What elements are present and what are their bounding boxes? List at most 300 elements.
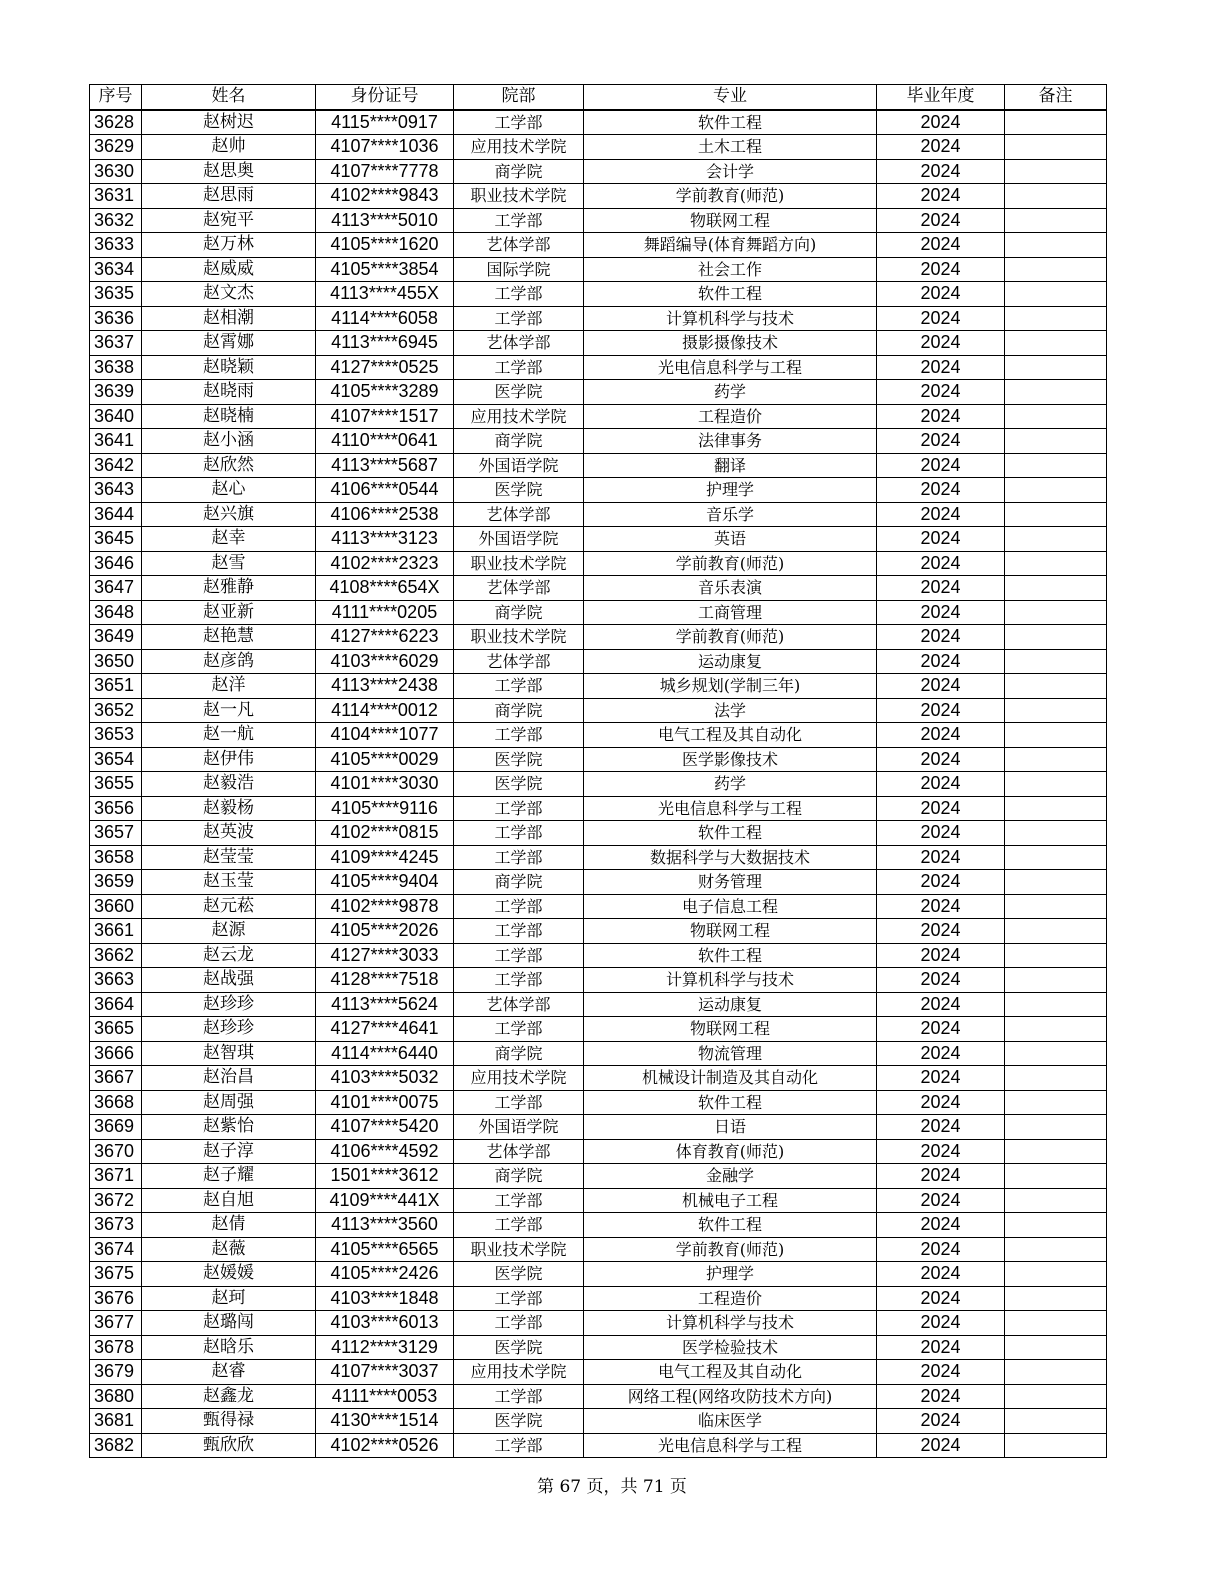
cell-id-number: 4105****9404 (316, 870, 454, 895)
table-row (90, 527, 1107, 552)
table-row (90, 1384, 1107, 1409)
cell-name: 赵云龙 (142, 943, 316, 968)
cell-remarks (1005, 649, 1107, 674)
cell-seq: 3632 (90, 208, 142, 233)
cell-graduation-year: 2024 (877, 698, 1005, 723)
cell-major: 电子信息工程 (584, 894, 877, 919)
cell-major: 临床医学 (584, 1409, 877, 1434)
cell-graduation-year: 2024 (877, 502, 1005, 527)
table-row (90, 1041, 1107, 1066)
cell-name: 赵莹莹 (142, 845, 316, 870)
cell-id-number: 4115****0917 (316, 110, 454, 135)
cell-department: 医学院 (454, 747, 584, 772)
cell-remarks (1005, 968, 1107, 993)
cell-id-number: 4107****1036 (316, 135, 454, 160)
cell-department: 应用技术学院 (454, 135, 584, 160)
cell-id-number: 4111****0205 (316, 600, 454, 625)
cell-major: 舞蹈编导(体育舞蹈方向) (584, 233, 877, 258)
cell-seq: 3681 (90, 1409, 142, 1434)
cell-remarks (1005, 576, 1107, 601)
cell-graduation-year: 2024 (877, 821, 1005, 846)
cell-seq: 3644 (90, 502, 142, 527)
table-row (90, 1433, 1107, 1458)
cell-graduation-year: 2024 (877, 1017, 1005, 1042)
table-row (90, 355, 1107, 380)
cell-remarks (1005, 943, 1107, 968)
cell-remarks (1005, 1041, 1107, 1066)
cell-graduation-year: 2024 (877, 845, 1005, 870)
cell-department: 工学部 (454, 943, 584, 968)
cell-name: 赵心 (142, 478, 316, 503)
cell-name: 赵艳慧 (142, 625, 316, 650)
cell-name: 赵智琪 (142, 1041, 316, 1066)
cell-department: 商学院 (454, 1041, 584, 1066)
table-row (90, 1115, 1107, 1140)
cell-department: 医学院 (454, 380, 584, 405)
cell-department: 应用技术学院 (454, 404, 584, 429)
table-row (90, 894, 1107, 919)
cell-seq: 3654 (90, 747, 142, 772)
cell-remarks (1005, 992, 1107, 1017)
cell-graduation-year: 2024 (877, 355, 1005, 380)
cell-department: 工学部 (454, 208, 584, 233)
cell-remarks (1005, 110, 1107, 135)
cell-id-number: 4102****0815 (316, 821, 454, 846)
cell-department: 医学院 (454, 1262, 584, 1287)
cell-name: 赵毅杨 (142, 796, 316, 821)
cell-seq: 3631 (90, 184, 142, 209)
table-row (90, 600, 1107, 625)
cell-department: 商学院 (454, 870, 584, 895)
cell-name: 赵威威 (142, 257, 316, 282)
cell-id-number: 4102****0526 (316, 1433, 454, 1458)
cell-name: 赵子耀 (142, 1164, 316, 1189)
cell-graduation-year: 2024 (877, 1164, 1005, 1189)
cell-remarks (1005, 674, 1107, 699)
cell-seq: 3655 (90, 772, 142, 797)
cell-seq: 3633 (90, 233, 142, 258)
cell-major: 电气工程及其自动化 (584, 1360, 877, 1385)
cell-department: 职业技术学院 (454, 625, 584, 650)
cell-seq: 3678 (90, 1335, 142, 1360)
cell-seq: 3665 (90, 1017, 142, 1042)
cell-major: 城乡规划(学制三年) (584, 674, 877, 699)
header-remarks: 备注 (1005, 85, 1107, 110)
cell-seq: 3652 (90, 698, 142, 723)
table-row (90, 404, 1107, 429)
cell-department: 应用技术学院 (454, 1360, 584, 1385)
table-row (90, 380, 1107, 405)
table-row (90, 502, 1107, 527)
cell-id-number: 4107****1517 (316, 404, 454, 429)
table-row (90, 576, 1107, 601)
table-row (90, 159, 1107, 184)
cell-name: 赵晗乐 (142, 1335, 316, 1360)
cell-seq: 3634 (90, 257, 142, 282)
header-name: 姓名 (142, 85, 316, 110)
cell-seq: 3645 (90, 527, 142, 552)
table-row (90, 135, 1107, 160)
cell-graduation-year: 2024 (877, 1433, 1005, 1458)
cell-graduation-year: 2024 (877, 208, 1005, 233)
cell-major: 工商管理 (584, 600, 877, 625)
table-row (90, 1409, 1107, 1434)
cell-remarks (1005, 1286, 1107, 1311)
cell-graduation-year: 2024 (877, 625, 1005, 650)
cell-graduation-year: 2024 (877, 796, 1005, 821)
table-row (90, 845, 1107, 870)
cell-seq: 3640 (90, 404, 142, 429)
cell-id-number: 4103****6029 (316, 649, 454, 674)
cell-seq: 3667 (90, 1066, 142, 1091)
cell-major: 音乐学 (584, 502, 877, 527)
cell-id-number: 4103****1848 (316, 1286, 454, 1311)
cell-graduation-year: 2024 (877, 478, 1005, 503)
cell-name: 赵雅静 (142, 576, 316, 601)
cell-graduation-year: 2024 (877, 600, 1005, 625)
cell-remarks (1005, 1360, 1107, 1385)
cell-graduation-year: 2024 (877, 551, 1005, 576)
cell-graduation-year: 2024 (877, 1262, 1005, 1287)
table-row (90, 1360, 1107, 1385)
cell-seq: 3674 (90, 1237, 142, 1262)
cell-graduation-year: 2024 (877, 1041, 1005, 1066)
cell-remarks (1005, 1164, 1107, 1189)
table-row (90, 821, 1107, 846)
cell-id-number: 4105****3854 (316, 257, 454, 282)
cell-remarks (1005, 1066, 1107, 1091)
cell-remarks (1005, 1139, 1107, 1164)
cell-major: 机械设计制造及其自动化 (584, 1066, 877, 1091)
cell-remarks (1005, 1090, 1107, 1115)
table-row (90, 772, 1107, 797)
cell-id-number: 4105****9116 (316, 796, 454, 821)
cell-major: 体育教育(师范) (584, 1139, 877, 1164)
cell-seq: 3682 (90, 1433, 142, 1458)
table-row (90, 331, 1107, 356)
cell-department: 工学部 (454, 1311, 584, 1336)
cell-major: 物联网工程 (584, 208, 877, 233)
cell-seq: 3629 (90, 135, 142, 160)
table-row (90, 282, 1107, 307)
table-row (90, 968, 1107, 993)
cell-department: 工学部 (454, 1213, 584, 1238)
cell-remarks (1005, 600, 1107, 625)
cell-name: 赵亚新 (142, 600, 316, 625)
table-row (90, 992, 1107, 1017)
cell-seq: 3638 (90, 355, 142, 380)
cell-seq: 3630 (90, 159, 142, 184)
cell-id-number: 4113****3560 (316, 1213, 454, 1238)
cell-name: 赵珂 (142, 1286, 316, 1311)
cell-seq: 3680 (90, 1384, 142, 1409)
table-row (90, 208, 1107, 233)
cell-major: 医学影像技术 (584, 747, 877, 772)
cell-name: 赵璐闯 (142, 1311, 316, 1336)
cell-id-number: 4104****1077 (316, 723, 454, 748)
cell-major: 会计学 (584, 159, 877, 184)
cell-name: 赵文杰 (142, 282, 316, 307)
cell-department: 工学部 (454, 282, 584, 307)
cell-major: 学前教育(师范) (584, 184, 877, 209)
cell-name: 赵珍珍 (142, 992, 316, 1017)
cell-remarks (1005, 208, 1107, 233)
cell-department: 艺体学部 (454, 233, 584, 258)
cell-department: 艺体学部 (454, 992, 584, 1017)
cell-seq: 3648 (90, 600, 142, 625)
header-id-number: 身份证号 (316, 85, 454, 110)
cell-graduation-year: 2024 (877, 1090, 1005, 1115)
cell-remarks (1005, 478, 1107, 503)
cell-department: 商学院 (454, 698, 584, 723)
cell-major: 药学 (584, 380, 877, 405)
cell-major: 计算机科学与技术 (584, 968, 877, 993)
cell-name: 赵治昌 (142, 1066, 316, 1091)
cell-department: 商学院 (454, 429, 584, 454)
cell-id-number: 4112****3129 (316, 1335, 454, 1360)
cell-remarks (1005, 1017, 1107, 1042)
table-row (90, 625, 1107, 650)
cell-name: 赵思奥 (142, 159, 316, 184)
cell-name: 赵周强 (142, 1090, 316, 1115)
table-row (90, 723, 1107, 748)
cell-graduation-year: 2024 (877, 1139, 1005, 1164)
cell-remarks (1005, 1237, 1107, 1262)
cell-name: 赵思雨 (142, 184, 316, 209)
cell-name: 赵源 (142, 919, 316, 944)
cell-graduation-year: 2024 (877, 257, 1005, 282)
cell-major: 土木工程 (584, 135, 877, 160)
cell-major: 法学 (584, 698, 877, 723)
cell-major: 物联网工程 (584, 1017, 877, 1042)
table-row (90, 943, 1107, 968)
cell-major: 英语 (584, 527, 877, 552)
cell-department: 国际学院 (454, 257, 584, 282)
cell-graduation-year: 2024 (877, 527, 1005, 552)
cell-major: 工程造价 (584, 1286, 877, 1311)
cell-seq: 3671 (90, 1164, 142, 1189)
cell-graduation-year: 2024 (877, 429, 1005, 454)
table-row (90, 674, 1107, 699)
cell-major: 软件工程 (584, 821, 877, 846)
cell-name: 赵珍珍 (142, 1017, 316, 1042)
cell-remarks (1005, 380, 1107, 405)
cell-graduation-year: 2024 (877, 943, 1005, 968)
cell-major: 电气工程及其自动化 (584, 723, 877, 748)
cell-id-number: 4130****1514 (316, 1409, 454, 1434)
cell-department: 艺体学部 (454, 649, 584, 674)
cell-name: 赵薇 (142, 1237, 316, 1262)
cell-name: 赵战强 (142, 968, 316, 993)
cell-major: 运动康复 (584, 992, 877, 1017)
cell-graduation-year: 2024 (877, 1286, 1005, 1311)
cell-seq: 3657 (90, 821, 142, 846)
cell-name: 甄得禄 (142, 1409, 316, 1434)
cell-remarks (1005, 894, 1107, 919)
cell-id-number: 4114****6440 (316, 1041, 454, 1066)
cell-department: 工学部 (454, 674, 584, 699)
cell-seq: 3659 (90, 870, 142, 895)
header-row (90, 85, 1107, 110)
table-row (90, 233, 1107, 258)
cell-department: 工学部 (454, 919, 584, 944)
cell-remarks (1005, 1384, 1107, 1409)
cell-department: 工学部 (454, 1188, 584, 1213)
cell-name: 赵晓颖 (142, 355, 316, 380)
cell-major: 护理学 (584, 478, 877, 503)
cell-major: 工程造价 (584, 404, 877, 429)
table-row (90, 257, 1107, 282)
cell-seq: 3639 (90, 380, 142, 405)
cell-name: 赵帅 (142, 135, 316, 160)
cell-graduation-year: 2024 (877, 674, 1005, 699)
cell-graduation-year: 2024 (877, 1213, 1005, 1238)
cell-major: 数据科学与大数据技术 (584, 845, 877, 870)
cell-department: 商学院 (454, 1164, 584, 1189)
cell-graduation-year: 2024 (877, 233, 1005, 258)
cell-remarks (1005, 772, 1107, 797)
cell-remarks (1005, 698, 1107, 723)
cell-department: 工学部 (454, 1384, 584, 1409)
cell-name: 赵万林 (142, 233, 316, 258)
cell-seq: 3672 (90, 1188, 142, 1213)
cell-department: 工学部 (454, 306, 584, 331)
cell-seq: 3650 (90, 649, 142, 674)
cell-name: 赵一航 (142, 723, 316, 748)
header-department: 院部 (454, 85, 584, 110)
cell-name: 赵小涵 (142, 429, 316, 454)
cell-major: 日语 (584, 1115, 877, 1140)
cell-name: 赵雪 (142, 551, 316, 576)
cell-seq: 3635 (90, 282, 142, 307)
cell-seq: 3642 (90, 453, 142, 478)
cell-id-number: 4107****7778 (316, 159, 454, 184)
table-header (90, 85, 1107, 110)
cell-seq: 3677 (90, 1311, 142, 1336)
cell-remarks (1005, 233, 1107, 258)
cell-name: 赵彦鸽 (142, 649, 316, 674)
cell-department: 工学部 (454, 845, 584, 870)
cell-department: 工学部 (454, 110, 584, 135)
cell-major: 学前教育(师范) (584, 551, 877, 576)
cell-graduation-year: 2024 (877, 894, 1005, 919)
cell-graduation-year: 2024 (877, 380, 1005, 405)
cell-remarks (1005, 821, 1107, 846)
cell-name: 赵洋 (142, 674, 316, 699)
cell-remarks (1005, 747, 1107, 772)
cell-name: 赵鑫龙 (142, 1384, 316, 1409)
header-graduation-year: 毕业年度 (877, 85, 1005, 110)
cell-id-number: 4105****0029 (316, 747, 454, 772)
table-row (90, 1017, 1107, 1042)
cell-graduation-year: 2024 (877, 919, 1005, 944)
cell-department: 职业技术学院 (454, 551, 584, 576)
cell-department: 艺体学部 (454, 502, 584, 527)
cell-major: 运动康复 (584, 649, 877, 674)
cell-remarks (1005, 404, 1107, 429)
cell-department: 工学部 (454, 355, 584, 380)
cell-major: 音乐表演 (584, 576, 877, 601)
table-row (90, 1286, 1107, 1311)
cell-id-number: 4128****7518 (316, 968, 454, 993)
cell-id-number: 4102****9843 (316, 184, 454, 209)
cell-major: 财务管理 (584, 870, 877, 895)
cell-major: 软件工程 (584, 110, 877, 135)
cell-name: 赵欣然 (142, 453, 316, 478)
cell-major: 机械电子工程 (584, 1188, 877, 1213)
cell-major: 医学检验技术 (584, 1335, 877, 1360)
cell-id-number: 4106****2538 (316, 502, 454, 527)
cell-id-number: 4113****5010 (316, 208, 454, 233)
cell-id-number: 4103****5032 (316, 1066, 454, 1091)
cell-id-number: 4111****0053 (316, 1384, 454, 1409)
cell-department: 应用技术学院 (454, 1066, 584, 1091)
cell-name: 赵晓楠 (142, 404, 316, 429)
cell-remarks (1005, 1335, 1107, 1360)
cell-name: 赵伊伟 (142, 747, 316, 772)
cell-major: 护理学 (584, 1262, 877, 1287)
cell-remarks (1005, 527, 1107, 552)
cell-id-number: 4101****0075 (316, 1090, 454, 1115)
cell-id-number: 4113****5687 (316, 453, 454, 478)
table-row (90, 1262, 1107, 1287)
table-row (90, 1090, 1107, 1115)
cell-id-number: 4114****0012 (316, 698, 454, 723)
cell-name: 赵紫怡 (142, 1115, 316, 1140)
cell-department: 工学部 (454, 723, 584, 748)
cell-graduation-year: 2024 (877, 1311, 1005, 1336)
cell-graduation-year: 2024 (877, 649, 1005, 674)
cell-id-number: 4127****3033 (316, 943, 454, 968)
cell-remarks (1005, 1115, 1107, 1140)
cell-id-number: 4109****4245 (316, 845, 454, 870)
cell-id-number: 4127****0525 (316, 355, 454, 380)
cell-remarks (1005, 845, 1107, 870)
cell-remarks (1005, 282, 1107, 307)
cell-graduation-year: 2024 (877, 282, 1005, 307)
cell-major: 药学 (584, 772, 877, 797)
cell-remarks (1005, 1188, 1107, 1213)
table-body (90, 110, 1107, 1458)
cell-id-number: 4105****2426 (316, 1262, 454, 1287)
cell-id-number: 4107****3037 (316, 1360, 454, 1385)
cell-name: 赵玉莹 (142, 870, 316, 895)
cell-remarks (1005, 429, 1107, 454)
cell-name: 赵毅浩 (142, 772, 316, 797)
cell-seq: 3675 (90, 1262, 142, 1287)
cell-remarks (1005, 551, 1107, 576)
cell-major: 软件工程 (584, 943, 877, 968)
cell-department: 工学部 (454, 968, 584, 993)
cell-seq: 3660 (90, 894, 142, 919)
cell-graduation-year: 2024 (877, 159, 1005, 184)
table-row (90, 649, 1107, 674)
cell-remarks (1005, 723, 1107, 748)
cell-graduation-year: 2024 (877, 110, 1005, 135)
cell-seq: 3643 (90, 478, 142, 503)
cell-seq: 3676 (90, 1286, 142, 1311)
cell-id-number: 4105****3289 (316, 380, 454, 405)
page-footer: 第 67 页，共 71 页 (537, 1477, 687, 1497)
cell-department: 医学院 (454, 772, 584, 797)
cell-department: 医学院 (454, 1409, 584, 1434)
cell-department: 工学部 (454, 796, 584, 821)
cell-remarks (1005, 1311, 1107, 1336)
cell-id-number: 4127****6223 (316, 625, 454, 650)
cell-name: 赵元菘 (142, 894, 316, 919)
cell-graduation-year: 2024 (877, 1384, 1005, 1409)
cell-id-number: 4113****3123 (316, 527, 454, 552)
